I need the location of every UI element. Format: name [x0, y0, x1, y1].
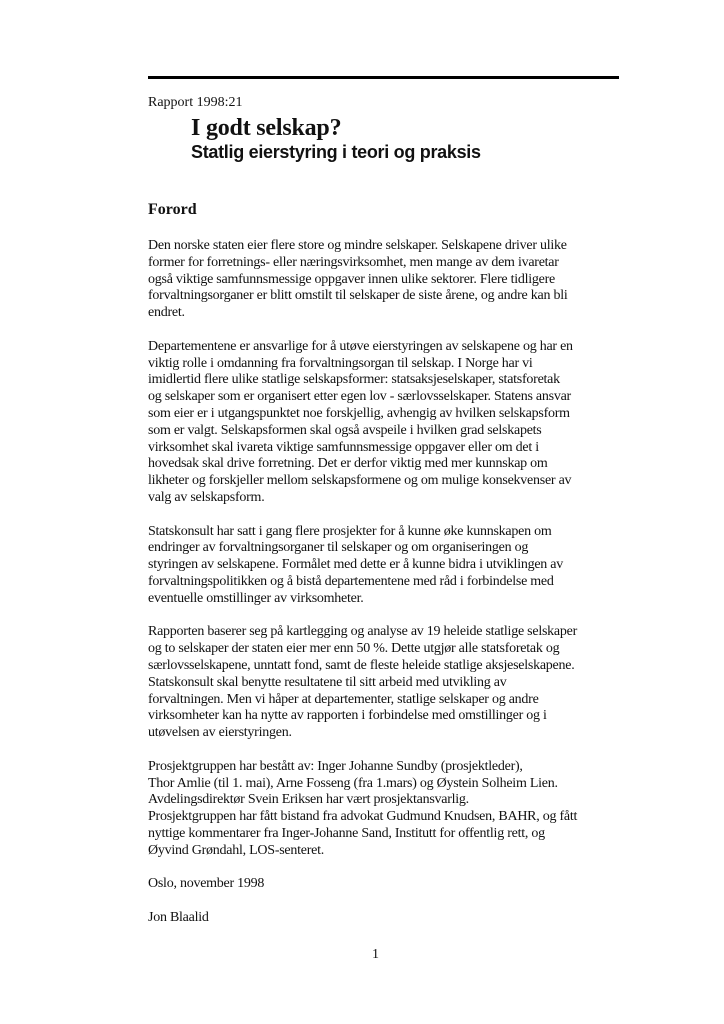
text-line: Statskonsult har satt i gang flere prosjekter for å kunne øke kunnskapen om: [148, 523, 552, 539]
page-number: 1: [372, 947, 379, 962]
text-line: forvaltningsorganer er blitt omstilt til selskaper de siste årene, og andre kan bli: [148, 288, 568, 304]
foreword-body: [148, 238, 622, 943]
text-line: Thor Amlie (til 1. mai), Arne Fosseng (fra 1.mars) og Øystein Solheim Lien.: [148, 775, 558, 791]
text-line: særlovsselskapene, unntatt fond, samt de fleste heleide statlige aksjeselskapene.: [148, 657, 575, 673]
paragraph-5: [148, 759, 622, 860]
text-line: som er valgt. Selskapsformen skal også avspeile i hvilken grad selskapets: [148, 422, 542, 438]
signature: Jon Blaalid: [148, 909, 209, 925]
text-line: og selskaper som er organisert etter egen lov - særlovsselskaper. Statens ansvar: [148, 389, 571, 405]
text-line: Øyvind Grøndahl, LOS-senteret.: [148, 842, 325, 858]
report-title: I godt selskap?: [191, 115, 342, 141]
text-line: likheter og forskjeller mellom selskapsformene og om mulige konsekvenser av: [148, 473, 572, 489]
text-line: Prosjektgruppen har fått bistand fra advokat Gudmund Knudsen, BAHR, og fått: [148, 809, 578, 825]
section-heading-forord: Forord: [148, 201, 197, 218]
text-line: utøvelsen av eierstyringen.: [148, 725, 292, 741]
text-line: Prosjektgruppen har bestått av: Inger Johanne Sundby (prosjektleder),: [148, 758, 523, 774]
text-line: valg av selskapsform.: [148, 489, 265, 505]
place-date: Oslo, november 1998: [148, 876, 265, 892]
text-line: Statskonsult skal benytte resultatene til sitt arbeid med utvikling av: [148, 674, 507, 690]
text-line: virksomhet skal ivareta viktige samfunnsmessige oppgaver eller om det i: [148, 439, 539, 455]
text-line: forvaltningen. Men vi håper at departementer, statlige selskaper og andre: [148, 691, 539, 707]
text-line: Avdelingsdirektør Svein Eriksen har vært prosjektansvarlig.: [148, 792, 469, 808]
text-line: endringer av forvaltningsorganer til selskaper og om organiseringen og: [148, 540, 529, 556]
text-line: endret.: [148, 305, 185, 321]
text-line: Den norske staten eier flere store og mindre selskaper. Selskapene driver ulike: [148, 238, 567, 253]
text-line: og to selskaper der staten eier mer enn 50 %. Dette utgjør alle statsforetak og: [148, 641, 560, 657]
text-line: styringen av selskapene. Formålet med dette er å kunne bidra i utviklingen av: [148, 557, 564, 573]
report-subtitle: Statlig eierstyring i teori og praksis: [191, 142, 481, 162]
paragraph-1: [148, 238, 622, 322]
text-line: hovedsak skal drive forretning. Det er derfor viktig med mer kunnskap om: [148, 456, 548, 472]
text-line: imidlertid flere ulike statlige selskapsformer: statsaksjeselskaper, statsforetak: [148, 372, 560, 388]
paragraph-2: [148, 339, 622, 507]
paragraph-4: [148, 624, 622, 742]
text-line: eventuelle omstillinger av virksomheter.: [148, 590, 364, 606]
text-line: virksomheter kan ha nytte av rapporten i forbindelse med omstillinger og i: [148, 708, 547, 724]
top-rule: [148, 76, 619, 79]
paragraph-3: [148, 524, 622, 608]
text-line: som eier er i utgangspunktet noe forskjellig, avhengig av hvilken selskapsform: [148, 405, 570, 421]
text-line: nyttige kommentarer fra Inger-Johanne Sand, Institutt for offentlig rett, og: [148, 825, 545, 841]
report-number: Rapport 1998:21: [148, 95, 243, 110]
text-line: viktig rolle i omdanning fra forvaltningsorgan til selskap. I Norge har vi: [148, 355, 533, 371]
text-line: Departementene er ansvarlige for å utøve eierstyringen av selskapene og har en: [148, 338, 573, 354]
text-line: også viktige samfunnsmessige oppgaver innen ulike sektorer. Flere tidligere: [148, 271, 555, 287]
text-line: forvaltningspolitikken og å bistå departementene med råd i forbindelse med: [148, 573, 554, 589]
text-line: Rapporten baserer seg på kartlegging og analyse av 19 heleide statlige selskaper: [148, 624, 578, 640]
text-line: former for forretnings- eller næringsvirksomhet, men mange av dem ivaretar: [148, 254, 559, 270]
